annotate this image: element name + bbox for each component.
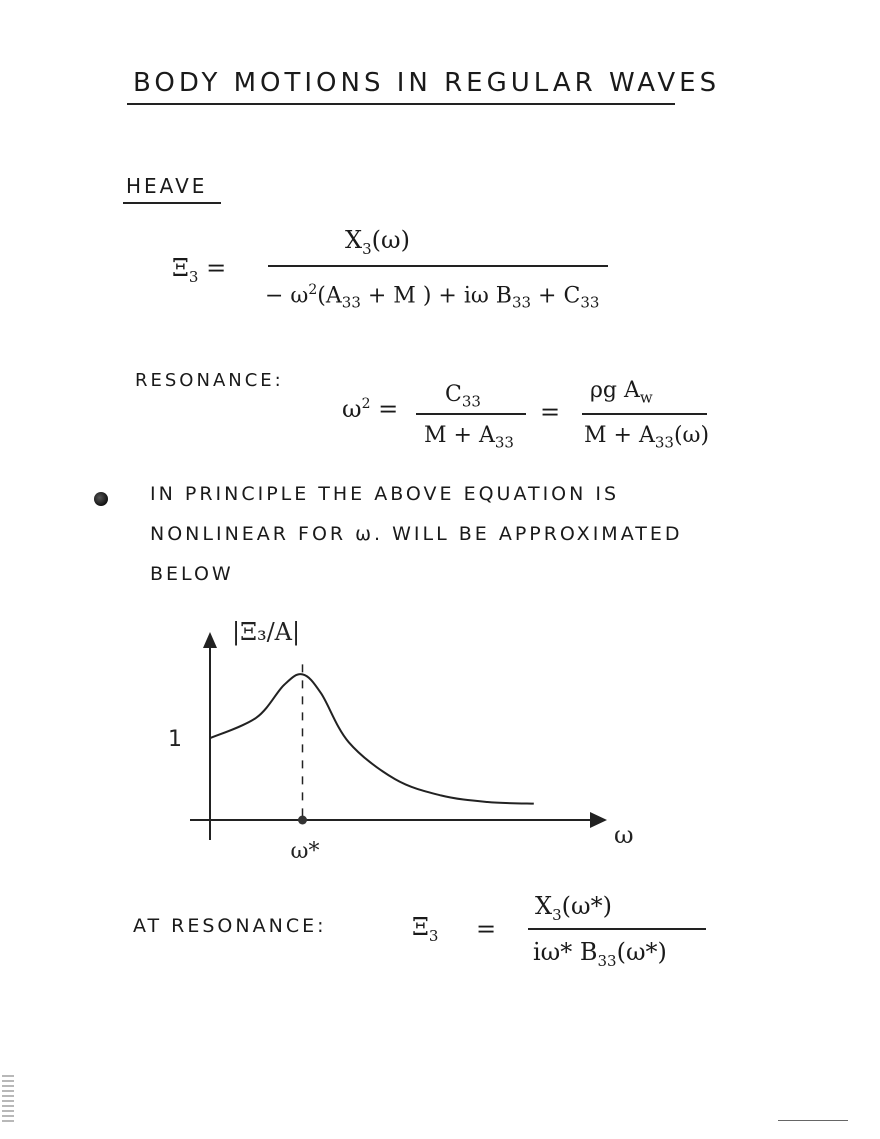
equals-sign: = [206,254,227,282]
at-resonance-label: AT RESONANCE: [133,915,327,937]
force-arg-2: (ω*) [561,892,612,920]
at-res-fraction-line [528,928,706,930]
scan-edge-line [778,1120,848,1121]
den-iw: iω* B [533,938,598,966]
omega-arg: (ω) [673,423,710,448]
note-line-3: BELOW [150,563,234,585]
a33-sub: 33 [654,433,674,452]
a-sub: 33 [494,433,514,452]
y-axis-label: |Ξ₃/A| [232,618,301,646]
den-sub2: 33 [511,293,532,312]
equals-sign-3: = [476,915,497,943]
y-axis-arrow-icon [203,632,217,648]
resonance-marker [298,816,307,825]
y-tick-label: 1 [168,727,182,753]
x-axis-arrow-icon [590,812,607,828]
note-line-2: NONLINEAR FOR ω. WILL BE APPROXIMATED [150,523,683,545]
omega-symbol: ω [342,395,362,423]
equals-sign-2: = [540,398,561,426]
equals-sign-1: = [378,395,399,423]
b-sub: 33 [597,951,617,970]
x-marker-label: ω* [290,839,320,864]
rho-g-a: ρg A [590,378,640,403]
c-sub: 33 [461,392,481,411]
den-part1: − ω [265,283,309,309]
c-symbol: C [445,382,462,407]
xi-symbol-2: Ξ [412,913,429,941]
m-plus-a: M + A [424,423,495,448]
at-res-lhs [412,913,438,945]
aw-sub: w [639,388,653,407]
xi-sub-2: 3 [428,926,439,945]
omega-sup: 2 [361,396,371,412]
force-sub-2: 3 [552,905,562,924]
x-axis-label: ω [614,821,634,849]
den-part3: + M ) + iω B [360,283,512,309]
xi-sub: 3 [188,267,199,286]
scan-edge-mark [2,1075,14,1125]
response-curve [210,674,534,803]
force-symbol-2: X [535,892,553,920]
note-line-1: IN PRINCIPLE THE ABOVE EQUATION IS [150,483,620,505]
den-sup: 2 [308,282,318,298]
resonance-label: RESONANCE: [135,370,284,391]
den-arg: (ω*) [616,938,667,966]
at-res-numerator [535,892,612,924]
xi-symbol: Ξ [172,254,189,282]
section-heading-heave: HEAVE [126,174,208,198]
den-part4: + C [531,283,581,309]
den-part2: (A [317,283,342,309]
den-sub1: 33 [341,293,361,312]
den-sub3: 33 [580,293,600,312]
page-title: BODY MOTIONS IN REGULAR WAVES [133,68,721,98]
force-symbol: X [345,226,363,254]
force-arg: (ω) [371,226,410,254]
at-res-denominator [533,938,667,970]
force-sub: 3 [362,239,372,258]
m-plus-a-2: M + A [584,423,655,448]
